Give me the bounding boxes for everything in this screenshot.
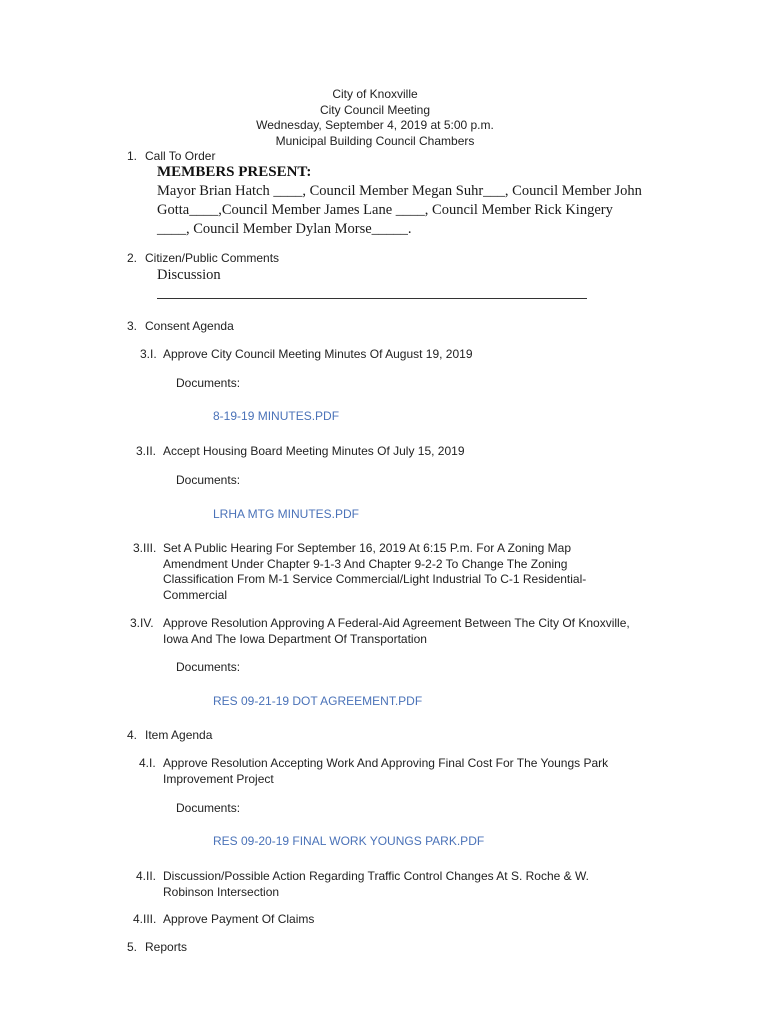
members-present-heading: MEMBERS PRESENT: bbox=[157, 164, 312, 180]
section-number: 4. bbox=[127, 728, 138, 742]
meeting-date: Wednesday, September 4, 2019 at 5:00 p.m. bbox=[256, 118, 494, 133]
item-text: Accept Housing Board Meeting Minutes Of July 15, 2019 bbox=[163, 444, 465, 458]
section-number: 5. bbox=[127, 940, 138, 954]
document-link[interactable]: RES 09-20-19 FINAL WORK YOUNGS PARK.PDF bbox=[213, 834, 485, 848]
documents-label: Documents: bbox=[176, 801, 241, 815]
documents-label: Documents: bbox=[176, 660, 241, 674]
item-number: 3.I. bbox=[140, 347, 157, 361]
section-number: 2. bbox=[127, 251, 138, 265]
section-title: Item Agenda bbox=[145, 728, 213, 742]
city-name: City of Knoxville bbox=[332, 87, 418, 101]
document-link[interactable]: RES 09-21-19 DOT AGREEMENT.PDF bbox=[213, 694, 423, 708]
section-title: Call To Order bbox=[145, 149, 216, 163]
item-text: Discussion/Possible Action Regarding Traffic Control Changes At S. Roche & W. Robinson Intersection bbox=[163, 869, 589, 899]
item-text: Approve Resolution Accepting Work And Approving Final Cost For The Youngs Park Improvement Project bbox=[163, 756, 609, 786]
meeting-location: Municipal Building Council Chambers bbox=[275, 134, 475, 149]
section-title: Citizen/Public Comments bbox=[145, 251, 280, 265]
members-line: Gotta____,Council Member James Lane ____, Council Member Rick Kingery bbox=[157, 202, 613, 218]
item-number: 4.I. bbox=[139, 756, 156, 770]
members-line: Mayor Brian Hatch ____, Council Member Megan Suhr___, Council Member John bbox=[157, 183, 642, 199]
meeting-header bbox=[0, 87, 750, 150]
item-text: Approve City Council Meeting Minutes Of August 19, 2019 bbox=[163, 347, 473, 361]
document-link[interactable]: LRHA MTG MINUTES.PDF bbox=[213, 507, 360, 521]
discussion-label: Discussion bbox=[157, 267, 221, 283]
item-number: 3.II. bbox=[136, 444, 157, 458]
section-title: Consent Agenda bbox=[145, 319, 234, 333]
section-number: 1. bbox=[127, 149, 138, 163]
documents-label: Documents: bbox=[176, 376, 241, 390]
members-line: ____, Council Member Dylan Morse_____. bbox=[157, 221, 412, 237]
item-number: 3.IV. bbox=[130, 616, 154, 630]
meeting-name: City Council Meeting bbox=[319, 102, 431, 117]
section-number: 3. bbox=[127, 319, 138, 333]
item-text: Approve Payment Of Claims bbox=[163, 912, 315, 926]
documents-label: Documents: bbox=[176, 473, 241, 487]
item-number: 4.II. bbox=[136, 869, 157, 883]
item-text: Set A Public Hearing For September 16, 2019 At 6:15 P.m. For A Zoning Map Amendment Under Chapter 9-1-3 And Chapter 9-2-2 To Change The Zoning Classification From M-1 Service Commercial/Light Industrial To C-1 Residential-Commercial bbox=[163, 541, 587, 602]
item-number: 3.III. bbox=[133, 541, 157, 555]
document-link[interactable]: 8-19-19 MINUTES.PDF bbox=[213, 409, 340, 423]
discussion-line bbox=[157, 298, 587, 299]
section-title: Reports bbox=[145, 940, 188, 954]
item-text: Approve Resolution Approving A Federal-Aid Agreement Between The City Of Knoxville, Iowa And The Iowa Department Of Transportation bbox=[163, 616, 630, 646]
item-number: 4.III. bbox=[133, 912, 157, 926]
